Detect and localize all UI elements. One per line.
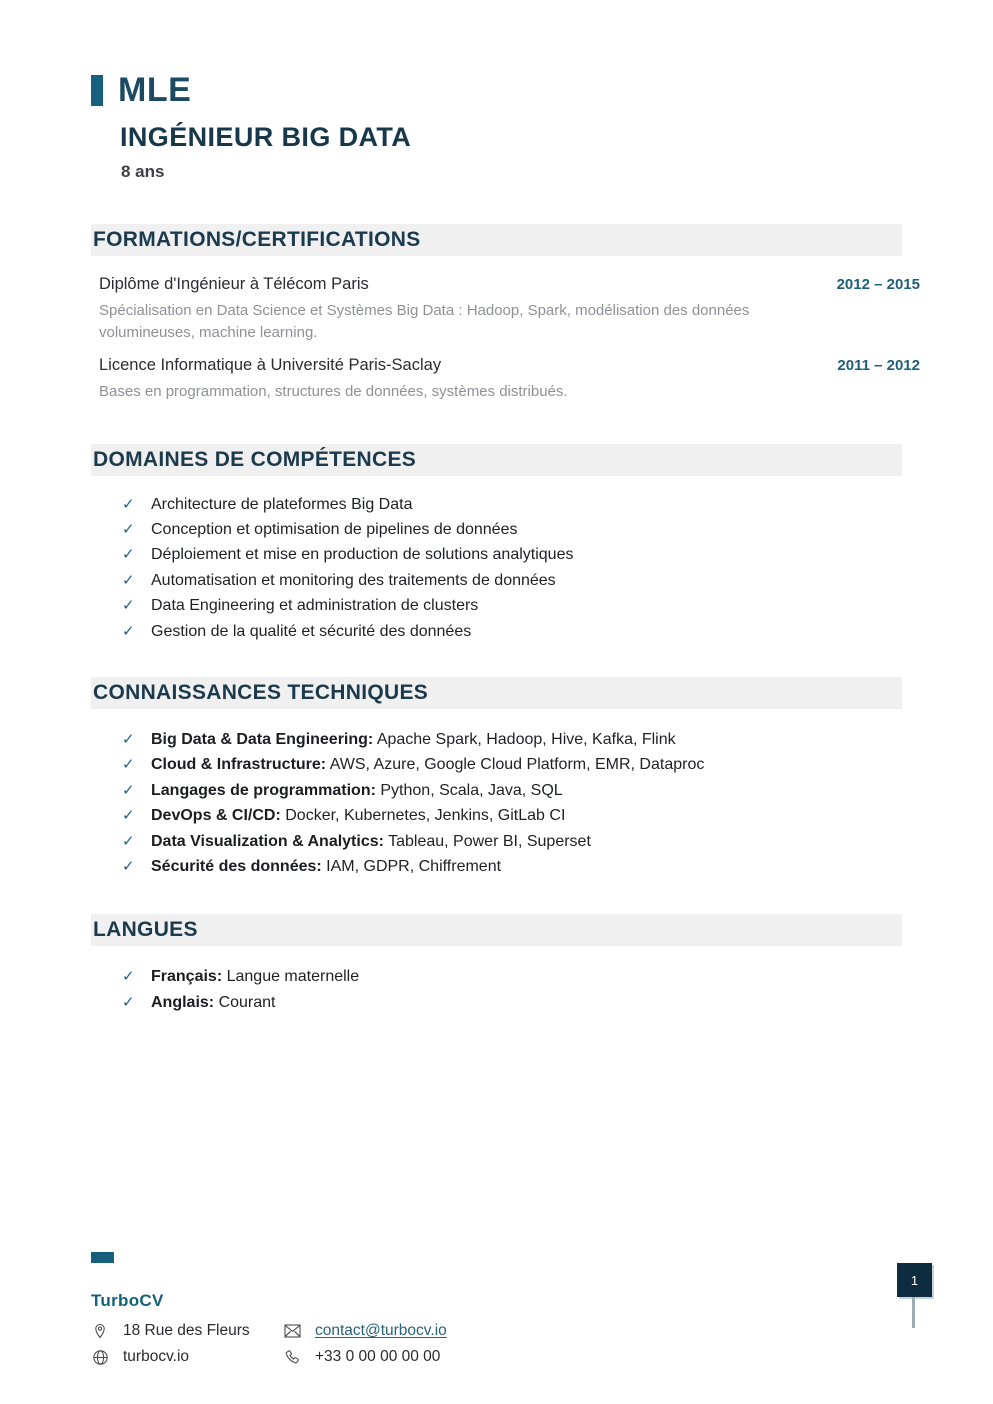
phone-item [283,1346,447,1368]
section-connaissances [91,677,920,879]
check-icon: ✓ [122,730,135,748]
email-item [283,1320,447,1342]
check-icon: ✓ [122,781,135,799]
check-icon: ✓ [122,597,135,615]
language-level: Courant [218,993,276,1011]
education-title: Licence Informatique à Université Paris-Saclay [99,356,442,374]
education-entry-head [91,275,920,294]
skill-category: Langages de programmation: [151,781,376,799]
education-dates: 2012 – 2015 [836,276,920,293]
list-item-text: Automatisation et monitoring des traitements de données [151,571,556,589]
list-item [91,964,920,989]
section-domaines [91,444,920,644]
phone-icon [283,1349,301,1365]
list-item [91,727,920,752]
skill-category: Data Visualization & Analytics: [151,832,384,850]
section-header-bar [91,914,902,946]
check-icon: ✓ [122,622,135,640]
location-pin-icon [91,1323,109,1339]
check-icon: ✓ [122,571,135,589]
education-entry-head [91,356,920,375]
list-item [91,593,920,618]
skill-values: Tableau, Power BI, Superset [388,832,591,850]
check-icon: ✓ [122,495,135,513]
job-title: INGÉNIEUR BIG DATA [120,122,412,152]
name-row [91,72,993,108]
list-item-text [151,803,565,828]
language-name: Français: [151,968,223,986]
list-item-text: Gestion de la qualité et sécurité des données [151,622,472,640]
address-text: 18 Rue des Fleurs [123,1322,250,1339]
accent-bar [91,75,103,106]
list-item-text [151,854,501,879]
list-item [91,752,920,777]
list-item-text [151,990,276,1015]
list-item [91,568,920,593]
brand-name: TurboCV [91,1291,164,1310]
list-item [91,542,920,567]
section-header-bar [91,224,902,256]
skill-category: DevOps & CI/CD: [151,807,281,825]
list-item-text [151,752,704,777]
section-title-connaissances: CONNAISSANCES TECHNIQUES [93,680,429,704]
education-entry [91,356,920,403]
language-name: Anglais: [151,993,215,1011]
skill-values: AWS, Azure, Google Cloud Platform, EMR, Dataproc [329,756,705,774]
section-title-domaines: DOMAINES DE COMPÉTENCES [93,447,417,471]
list-item-text [151,778,563,803]
check-icon: ✓ [122,857,135,875]
list-item [91,778,920,803]
globe-icon [91,1349,109,1366]
check-icon: ✓ [122,520,135,538]
check-icon: ✓ [122,968,135,986]
footer [91,1252,447,1368]
languages-list [91,964,920,1015]
list-item [91,803,920,828]
skill-values: Docker, Kubernetes, Jenkins, GitLab CI [285,807,566,825]
list-item-text: Déploiement et mise en production de solutions analytiques [151,546,574,564]
list-item [91,619,920,644]
section-title-formations: FORMATIONS/CERTIFICATIONS [93,228,421,251]
website-text: turbocv.io [123,1348,190,1365]
skill-category: Big Data & Data Engineering: [151,730,374,748]
check-icon: ✓ [122,756,135,774]
page-number: 1 [910,1272,919,1288]
check-icon: ✓ [122,832,135,850]
education-dates: 2011 – 2012 [837,357,920,374]
skill-values: Python, Scala, Java, SQL [380,781,563,799]
section-header-bar [91,444,902,476]
section-title-langues: LANGUES [93,918,198,942]
website-item [91,1346,283,1368]
check-icon: ✓ [122,807,135,825]
list-item-text: Architecture de plateformes Big Data [151,495,413,513]
skill-values: Apache Spark, Hadoop, Hive, Kafka, Flink [376,730,676,748]
skill-values: IAM, GDPR, Chiffrement [326,857,502,875]
address-item [91,1320,283,1342]
check-icon: ✓ [122,546,135,564]
list-item [91,829,920,854]
section-langues [91,914,920,1015]
list-item [91,517,920,542]
experience-years: 8 ans [121,162,165,181]
education-entry [91,275,920,343]
education-description: Spécialisation en Data Science et Systèmes Big Data : Hadoop, Spark, modélisation des données volumineuses, machine learning. [99,302,750,341]
competences-list [91,492,920,644]
list-item [91,990,920,1015]
language-level: Langue maternelle [226,968,360,986]
education-description: Bases en programmation, structures de données, systèmes distribués. [99,383,568,400]
skill-category: Cloud & Infrastructure: [151,756,327,774]
check-icon: ✓ [122,993,135,1011]
section-header-bar [91,677,902,709]
list-item-text [151,964,359,989]
phone-text: +33 0 00 00 00 00 [315,1348,441,1365]
candidate-name: MLE [118,71,192,109]
resume-header [91,0,993,182]
skill-category: Sécurité des données: [151,857,322,875]
section-formations [91,224,920,403]
skills-list [91,727,920,879]
page-badge-line [912,1297,915,1328]
list-item [91,492,920,517]
list-item-text [151,727,676,752]
list-item [91,854,920,879]
envelope-icon [283,1324,301,1338]
list-item-text: Conception et optimisation de pipelines de données [151,520,518,538]
footer-accent-bar [91,1252,114,1263]
list-item-text [151,829,591,854]
email-link[interactable]: contact@turbocv.io [315,1322,447,1339]
education-title: Diplôme d'Ingénieur à Télécom Paris [99,275,369,293]
page-number-badge [897,1263,932,1297]
contact-info [91,1320,447,1368]
list-item-text: Data Engineering et administration de clusters [151,597,479,615]
